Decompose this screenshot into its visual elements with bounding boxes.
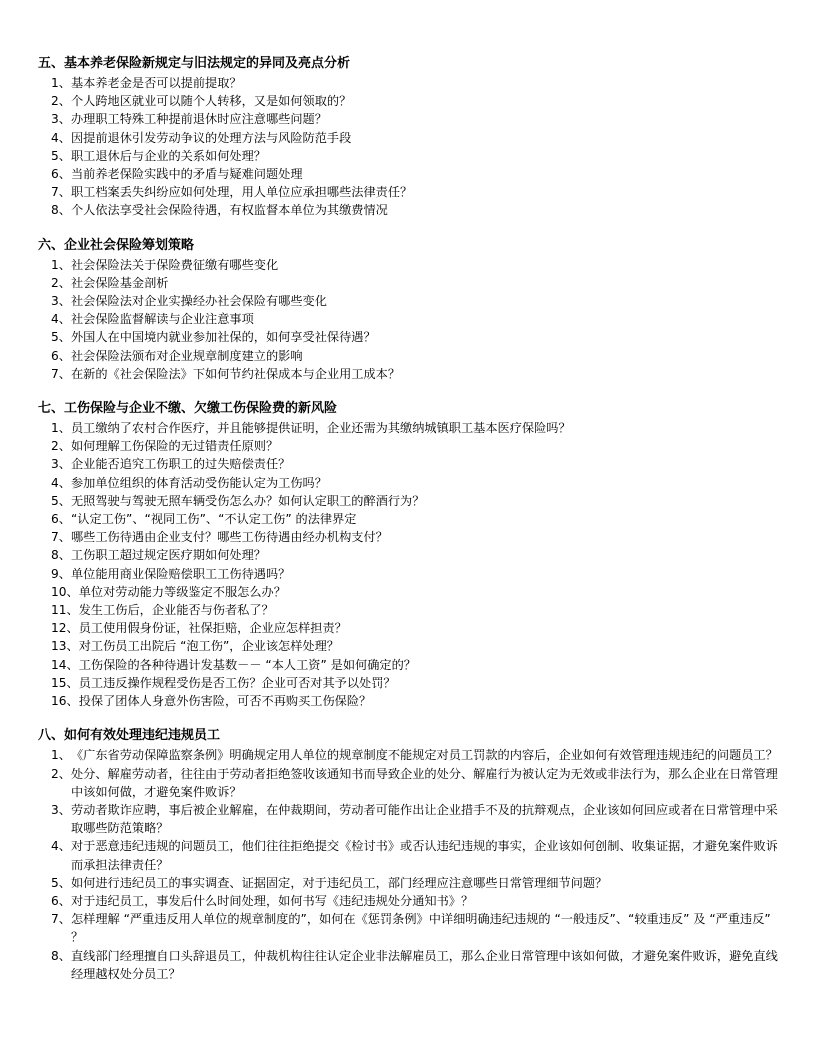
list-item [0, 110, 816, 128]
item-text: 因提前退休引发劳动争议的处理方法与风险防范手段 [70, 130, 352, 145]
section-title: 七、工伤保险与企业不缴、欠缴工伤保险费的新风险 [38, 401, 338, 417]
item-number: 5、 [51, 875, 71, 890]
item-number: 6、 [51, 167, 71, 182]
list-item [0, 801, 816, 837]
list-item [0, 256, 816, 274]
item-text: 直线部门经理擅自口头辞退员工，仲裁机构往往认定企业非法解雇员工，那么企业日常管理中该如何做，才避免案件败诉，避免直线经理越权处分员工？ [70, 948, 778, 981]
list-item [0, 292, 816, 310]
item-number: 14、 [51, 657, 79, 672]
list-item [0, 619, 816, 637]
item-number: 6、 [51, 893, 71, 908]
item-text: 外国人在中国境内就业参加社保的，如何享受社保待遇？ [70, 330, 376, 345]
list-item [0, 310, 816, 328]
item-list [0, 419, 816, 710]
item-number: 9、 [51, 566, 71, 581]
item-number: 1、 [51, 76, 71, 90]
item-text: 社会保险法颁布对企业规章制度建立的影响 [70, 348, 303, 363]
list-item [0, 74, 816, 92]
list-item [0, 474, 816, 492]
item-number: 8、 [51, 203, 71, 218]
item-text: 社会保险法对企业实操经办社会保险有哪些变化 [70, 294, 327, 309]
item-text: 当前养老保险实践中的矛盾与疑难问题处理 [70, 167, 303, 182]
list-item [0, 746, 816, 764]
item-text: 对于违纪员工，事发后什么时间处理，如何书写《违纪违规处分通知书》？ [70, 893, 474, 908]
item-number: 7、 [51, 185, 71, 200]
item-text: “认定工伤”、“视同工伤”、“不认定工伤” 的法律界定 [70, 512, 357, 527]
item-number: 12、 [51, 621, 79, 636]
item-text: 社会保险基金剖析 [70, 275, 169, 290]
list-item [0, 165, 816, 183]
list-item [0, 492, 816, 510]
list-item [0, 328, 816, 346]
item-number: 5、 [51, 493, 71, 508]
list-item [0, 183, 816, 201]
list-item [0, 656, 816, 674]
item-text: 如何理解工伤保险的无过错责任原则？ [70, 439, 279, 454]
item-number: 7、 [51, 530, 71, 545]
item-number: 1、 [51, 748, 71, 763]
item-number: 8、 [51, 548, 71, 563]
item-number: 3、 [51, 294, 71, 309]
item-text: 在新的《社会保险法》下如何节约社保成本与企业用工成本？ [70, 366, 401, 381]
list-item [0, 947, 816, 983]
item-number: 4、 [51, 312, 71, 327]
item-text: 员工使用假身份证，社保拒赔，企业应怎样担责？ [78, 621, 347, 636]
list-item [0, 837, 816, 873]
item-text: 无照驾驶与驾驶无照车辆受伤怎么办？如何认定职工的醉酒行为？ [70, 493, 425, 508]
list-item [0, 692, 816, 710]
list-item [0, 274, 816, 292]
item-list [0, 256, 816, 383]
list-item [0, 546, 816, 564]
item-text: 办理职工特殊工种提前退休时应注意哪些问题？ [70, 112, 327, 127]
item-text: 工伤保险的各种待遇计发基数－－ “本人工资” 是如何确定的？ [78, 657, 416, 672]
item-text: 对工伤员工出院后 “泡工伤”，企业该怎样处理？ [78, 639, 339, 654]
item-text: 个人跨地区就业可以随个人转移，又是如何领取的？ [70, 94, 352, 109]
item-text: 员工违反操作规程受伤是否工伤？企业可否对其予以处罚？ [78, 675, 396, 690]
item-number: 15、 [51, 675, 79, 690]
list-item [0, 528, 816, 546]
list-item [0, 765, 816, 801]
item-text: 工伤职工超过规定医疗期如何处理？ [70, 548, 266, 563]
item-text: 怎样理解 “严重违反用人单位的规章制度的”，如何在《惩罚条例》中详细明确违纪违规的 “一般违反”、“较重违反” 及 “严重违反” ？ [70, 912, 771, 945]
list-item [0, 437, 816, 455]
section-8 [0, 727, 816, 983]
item-list [0, 746, 816, 983]
item-text: 发生工伤后，企业能否与伤者私了？ [78, 603, 274, 618]
section-title: 六、企业社会保险筹划策略 [38, 237, 195, 253]
list-item [0, 892, 816, 910]
list-item [0, 365, 816, 383]
item-number: 5、 [51, 148, 71, 163]
item-number: 13、 [51, 639, 79, 654]
item-text: 社会保险法关于保险费征缴有哪些变化 [70, 257, 279, 272]
list-item [0, 129, 816, 147]
item-number: 2、 [51, 275, 71, 290]
list-item [0, 674, 816, 692]
item-number: 4、 [51, 475, 71, 490]
list-item [0, 874, 816, 892]
item-text: 参加单位组织的体育活动受伤能认定为工伤吗？ [70, 475, 327, 490]
item-number: 7、 [51, 366, 71, 381]
item-text: 对于恶意违纪违规的问题员工，他们往往拒绝提交《检讨书》或否认违纪违规的事实，企业该如何创制、收集证据，才避免案件败诉而承担法律责任？ [70, 839, 778, 872]
item-number: 2、 [51, 439, 71, 454]
item-text: 企业能否追究工伤职工的过失赔偿责任？ [70, 457, 291, 472]
item-text: 哪些工伤待遇由企业支付？哪些工伤待遇由经办机构支付？ [70, 530, 388, 545]
list-item [0, 147, 816, 165]
item-text: 社会保险监督解读与企业注意事项 [70, 312, 254, 327]
list-item [0, 455, 816, 473]
item-text: 职工退休后与企业的关系如何处理？ [70, 148, 266, 163]
item-number: 1、 [51, 421, 71, 436]
item-number: 16、 [51, 694, 79, 709]
list-item [0, 92, 816, 110]
item-number: 6、 [51, 512, 71, 527]
item-text: 处分、解雇劳动者，往往由于劳动者拒绝签收该通知书而导致企业的处分、解雇行为被认定为无效或非法行为，那么企业在日常管理中该如何做，才避免案件败诉？ [70, 766, 778, 799]
item-number: 2、 [51, 94, 71, 109]
item-text: 单位能用商业保险赔偿职工工伤待遇吗？ [70, 566, 291, 581]
item-text: 投保了团体人身意外伤害险，可否不再购买工伤保险？ [78, 694, 372, 709]
list-item [0, 347, 816, 365]
item-number: 4、 [51, 839, 71, 854]
item-text: 如何进行违纪员工的事实调查、证据固定，对于违纪员工，部门经理应注意哪些日常管理细节问题？ [70, 875, 608, 890]
section-5 [0, 55, 816, 220]
section-title: 八、如何有效处理违纪违规员工 [38, 728, 221, 744]
item-number: 3、 [51, 457, 71, 472]
item-text: 基本养老金是否可以提前提取？ [70, 76, 242, 90]
list-item [0, 601, 816, 619]
list-item [0, 201, 816, 219]
list-item [0, 565, 816, 583]
item-text: 《广东省劳动保障监察条例》明确规定用人单位的规章制度不能规定对员工罚款的内容后，企业如何有效管理违规违纪的问题员工？ [70, 748, 778, 763]
item-text: 职工档案丢失纠纷应如何处理，用人单位应承担哪些法律责任？ [70, 185, 413, 200]
item-number: 8、 [51, 948, 71, 963]
list-item [0, 583, 816, 601]
item-text: 员工缴纳了农村合作医疗，并且能够提供证明，企业还需为其缴纳城镇职工基本医疗保险吗？ [70, 421, 571, 436]
list-item [0, 419, 816, 437]
item-number: 4、 [51, 130, 71, 145]
item-number: 11、 [51, 603, 79, 618]
item-number: 3、 [51, 802, 71, 817]
item-text: 个人依法享受社会保险待遇，有权监督本单位为其缴费情况 [70, 203, 388, 218]
list-item [0, 637, 816, 655]
item-number: 6、 [51, 348, 71, 363]
item-text: 单位对劳动能力等级鉴定不服怎么办？ [78, 584, 286, 599]
section-7 [0, 400, 816, 710]
item-text: 劳动者欺诈应聘，事后被企业解雇，在仲裁期间，劳动者可能作出让企业措手不及的抗辩观点，企业该如何回应或者在日常管理中采取哪些防范策略？ [70, 802, 778, 836]
item-number: 1、 [51, 257, 71, 272]
item-number: 2、 [51, 766, 71, 781]
item-list [0, 74, 816, 220]
item-number: 3、 [51, 112, 71, 127]
item-number: 7、 [51, 912, 71, 927]
section-6 [0, 237, 816, 383]
section-title: 五、基本养老保险新规定与旧法规定的异同及亮点分析 [38, 56, 351, 71]
item-number: 10、 [51, 584, 79, 599]
list-item [0, 510, 816, 528]
list-item [0, 910, 816, 946]
item-number: 5、 [51, 330, 71, 345]
